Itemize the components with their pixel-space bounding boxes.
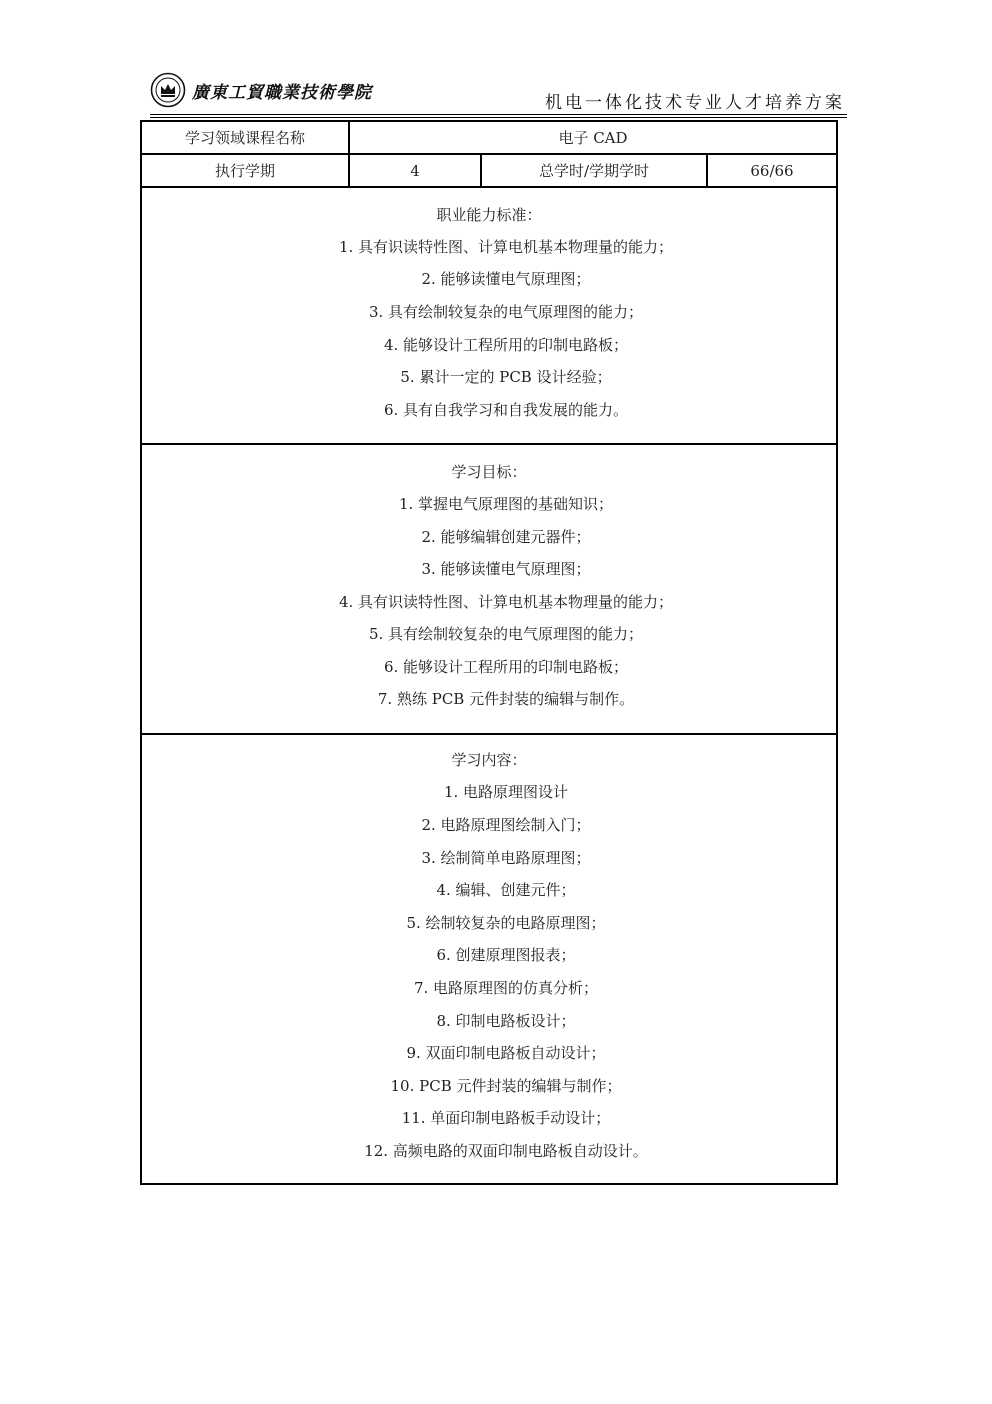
list-item: 12. 高频电路的双面印制电路板自动设计。 (364, 1141, 648, 1160)
list-item: 4. 具有识读特性图、计算电机基本物理量的能力； (338, 592, 674, 611)
course-name-value: 电子 CAD (349, 121, 837, 154)
list-item: 1. 掌握电气原理图的基础知识； (398, 494, 614, 513)
list-item: 9. 双面印制电路板自动设计； (406, 1044, 606, 1063)
list-item: 6. 具有自我学习和自我发展的能力。 (383, 400, 629, 419)
hours-label: 总学时/学期学时 (481, 154, 707, 187)
list-item: 6. 能够设计工程所用的印制电路板； (383, 657, 629, 676)
goals-list (142, 488, 836, 716)
course-table (140, 120, 838, 1185)
list-item: 5. 累计一定的 PCB 设计经验； (400, 368, 612, 387)
course-term-row (141, 154, 837, 187)
hours-value: 66/66 (707, 154, 837, 187)
list-item: 4. 能够设计工程所用的印制电路板； (383, 335, 629, 354)
list-item: 7. 熟练 PCB 元件封装的编辑与制作。 (377, 690, 635, 709)
course-name-row (141, 121, 837, 154)
list-item: 10. PCB 元件封装的编辑与制作； (390, 1076, 622, 1095)
school-name: 廣東工貿職業技術學院 (192, 82, 372, 103)
content-title: 学习内容： (451, 751, 527, 770)
list-item: 2. 电路原理图绘制入门； (421, 816, 591, 835)
school-logo-group (150, 72, 372, 108)
content-section (141, 734, 837, 1184)
ability-title: 职业能力标准： (436, 205, 542, 224)
content-list (142, 776, 836, 1167)
goals-title: 学习目标： (451, 462, 527, 481)
list-item: 2. 能够编辑创建元器件； (421, 527, 591, 546)
header-rule (150, 117, 847, 118)
list-item: 11. 单面印制电路板手动设计； (401, 1109, 611, 1128)
list-item: 3. 能够读懂电气原理图； (421, 560, 591, 579)
list-item: 7. 电路原理图的仿真分析； (413, 979, 599, 997)
list-item: 3. 具有绘制较复杂的电气原理图的能力； (368, 302, 644, 321)
list-item: 6. 创建原理图报表； (436, 946, 576, 965)
list-item: 5. 绘制较复杂的电路原理图； (406, 913, 606, 932)
goals-section (141, 444, 837, 734)
list-item: 3. 绘制简单电路原理图； (421, 848, 591, 867)
term-value: 4 (349, 154, 481, 187)
term-label: 执行学期 (141, 154, 349, 187)
ability-section (141, 187, 837, 444)
list-item: 5. 具有绘制较复杂的电气原理图的能力； (368, 625, 644, 644)
page-header (150, 72, 847, 118)
list-item: 1. 电路原理图设计 (443, 783, 569, 802)
list-item: 2. 能够读懂电气原理图； (421, 270, 591, 289)
list-item: 1. 具有识读特性图、计算电机基本物理量的能力； (338, 237, 674, 256)
list-item: 4. 编辑、创建元件； (436, 881, 576, 900)
school-emblem-icon (150, 72, 186, 108)
ability-list (142, 231, 836, 427)
list-item: 8. 印制电路板设计； (436, 1011, 576, 1030)
header-rule (150, 114, 847, 115)
document-title: 机电一体化技术专业人才培养方案 (545, 93, 845, 113)
course-name-label: 学习领域课程名称 (141, 121, 349, 154)
